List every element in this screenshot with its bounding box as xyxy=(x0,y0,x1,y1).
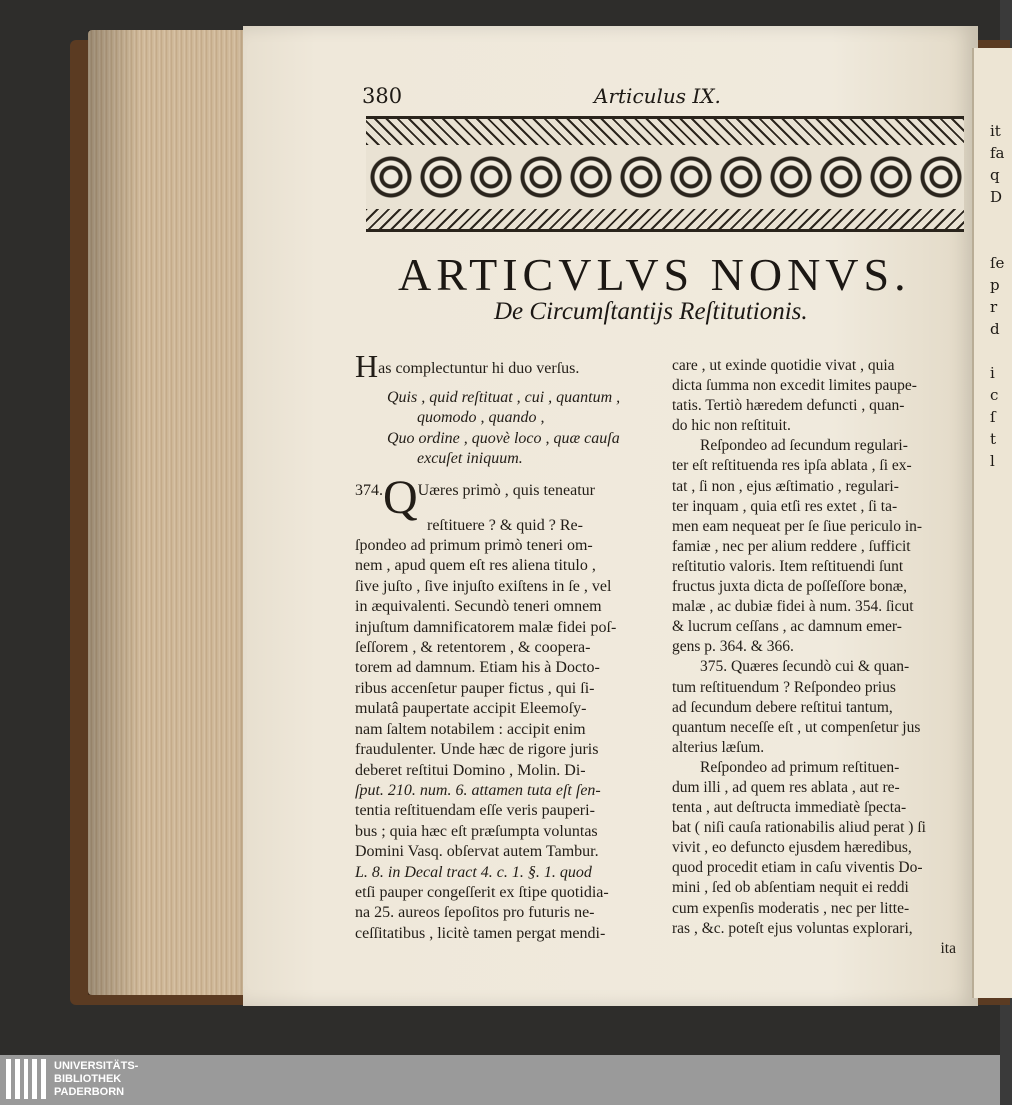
text-line: bus ; quia hæc eſt præſumpta voluntas xyxy=(355,822,598,840)
text-line: Quo ordine , quovè loco , quæ cauſa xyxy=(387,429,620,447)
paragraph-number: 374. xyxy=(355,481,383,499)
text-line: gens p. 364. & 366. xyxy=(672,638,794,656)
text-line: ſive juſto , ſive injuſto exiſtens in ſe , vel xyxy=(355,577,612,595)
right-text-column xyxy=(672,356,960,959)
left-text-column xyxy=(355,348,657,944)
next-page-letter xyxy=(990,208,1012,230)
text-line: ter inquam , quia etſi res extet , ſi ta- xyxy=(672,497,898,515)
text-line: reſtituere ? & quid ? Re- xyxy=(427,516,583,534)
text-line: Reſpondeo ad ſecundum regulari- xyxy=(700,437,908,455)
text-line: as complectuntur hi duo verſus. xyxy=(378,360,580,377)
ornamental-header-band xyxy=(366,116,964,232)
next-page-letter: ſe xyxy=(990,254,1005,272)
text-line: Quis , quid reſtituat , cui , quantum , xyxy=(387,389,621,406)
next-page-fragment xyxy=(972,48,1012,998)
text-line: tat , ſi non , ejus æſtimatio , regulari- xyxy=(672,477,899,495)
drop-cap-q: Q xyxy=(383,470,418,524)
text-line: alterius læſum. xyxy=(672,738,765,756)
text-line: torem ad damnum. Etiam his à Docto- xyxy=(355,659,600,677)
page-edges xyxy=(88,30,263,995)
text-line: men eam nequeat per ſe ſiue periculo in- xyxy=(672,517,923,535)
page-number: 380 xyxy=(362,84,403,108)
text-line: ſeſſorem , & retentorem , & coopera- xyxy=(355,639,591,657)
text-line: quantum neceſſe eſt , ut compenſetur jus xyxy=(672,718,921,736)
text-line: reſtitutio valoris. Item reſtituendi ſunt xyxy=(672,557,904,575)
next-page-letter: fa xyxy=(990,144,1005,162)
text-line: tum reſtituendum ? Reſpondeo prius xyxy=(672,678,896,696)
text-line: ſput. 210. num. 6. attamen tuta eſt ſen- xyxy=(355,781,601,799)
text-line: care , ut exinde quotidie vivat , quia xyxy=(672,357,895,374)
text-line: Domini Vasq. obſervat autem Tambur. xyxy=(355,843,599,861)
library-name xyxy=(54,1060,138,1099)
text-line: dicta ſumma non excedit limites paupe- xyxy=(672,377,917,395)
text-line: do hic non reſtituit. xyxy=(672,417,791,435)
text-line: na 25. aureos ſepoſitos pro futuris ne- xyxy=(355,904,595,922)
text-line: tatis. Tertiò hæredem defuncti , quan- xyxy=(672,397,905,415)
text-line: malæ , ac dubiæ fidei à num. 354. ſicut xyxy=(672,598,914,616)
text-line: L. 8. in Decal tract 4. c. 1. §. 1. quod xyxy=(355,863,592,881)
text-line: nem , apud quem eſt res aliena titulo , xyxy=(355,557,596,575)
text-line: deberet reſtitui Domino , Molin. Di- xyxy=(355,761,586,779)
text-line: Reſpondeo ad primum reſtituen- xyxy=(700,758,900,776)
next-page-letter xyxy=(990,340,1012,362)
text-line: famiæ , nec per alium reddere , ſufficit xyxy=(672,537,911,555)
running-head xyxy=(362,84,962,110)
next-page-letter xyxy=(990,230,1012,252)
text-line: ceſſitatibus , licitè tamen pergat mendi- xyxy=(355,924,606,942)
text-line: tentia reſtituendam eſſe veris pauperi- xyxy=(355,802,595,820)
next-page-letter: q xyxy=(990,166,1000,184)
article-title: ARTICVLVS NONVS. xyxy=(398,249,911,300)
text-line: & lucrum ceſſans , ac damnum emer- xyxy=(672,618,902,636)
text-line: fructus juxta dicta de poſſeſſore bonæ, xyxy=(672,578,908,596)
next-page-letter: d xyxy=(990,320,1000,338)
text-line: cum expenſis moderatis , nec per litte- xyxy=(672,899,910,917)
text-line: ita xyxy=(940,939,956,957)
next-page-letter: i xyxy=(990,364,995,382)
text-line: tenta , aut deſtructa immediatè ſpecta- xyxy=(672,799,907,817)
text-line: excuſet iniquum. xyxy=(417,450,523,468)
next-page-letter: ſ xyxy=(990,408,996,426)
text-line: quod procedit etiam in caſu viventis Do- xyxy=(672,859,923,877)
text-line: mulatâ paupertate accipit Eleemoſy- xyxy=(355,700,587,718)
next-page-letter: it xyxy=(990,122,1001,140)
next-page-letter: p xyxy=(990,276,1000,294)
running-title: Articulus IX. xyxy=(594,84,721,108)
library-name-line: UNIVERSITÄTS- xyxy=(54,1060,139,1072)
text-line: in æquivalenti. Secundò teneri omnem xyxy=(355,598,602,616)
text-line: injuſtum damnificatorem malæ fidei poſ- xyxy=(355,618,617,636)
next-page-letter: c xyxy=(990,386,999,404)
next-page-letter: D xyxy=(990,188,1003,206)
text-line: Uæres primò , quis teneatur xyxy=(417,481,595,499)
text-line: dum illi , ad quem res ablata , aut re- xyxy=(672,778,900,796)
text-line: nam ſaltem notabilem : accipit enim xyxy=(355,720,586,738)
drop-cap-h: H xyxy=(355,348,379,384)
library-logo-icon xyxy=(6,1059,46,1099)
article-subtitle: De Circumſtantijs Reſtitutionis. xyxy=(494,298,808,325)
library-name-line: PADERBORN xyxy=(54,1086,125,1098)
text-line: vivit , eo defuncto ejusdem hæredibus, xyxy=(672,839,912,857)
text-line: bat ( niſi cauſa rationabilis aliud perat ) ſi xyxy=(672,819,926,837)
library-name-line: BIBLIOTHEK xyxy=(54,1073,122,1085)
library-footer xyxy=(0,1055,1000,1105)
text-line: quomodo , quando , xyxy=(417,409,545,427)
next-page-letter: t xyxy=(990,430,997,448)
text-line: etſi pauper congeſſerit ex ſtipe quotidia- xyxy=(355,883,609,901)
text-line: ter eſt reſtituenda res ipſa ablata , ſi ex- xyxy=(672,457,912,475)
text-line: mini , ſed ob abſentiam nequit ei reddi xyxy=(672,879,909,897)
next-page-letter: r xyxy=(990,298,998,316)
text-line: ſpondeo ad primum primò teneri om- xyxy=(355,537,593,555)
text-line: ras , &c. poteſt ejus voluntas explorari, xyxy=(672,919,913,937)
next-page-letter: l xyxy=(990,452,995,470)
text-line: 375. Quæres ſecundò cui & quan- xyxy=(700,658,910,676)
text-line: ad ſecundum debere reſtitui tantum, xyxy=(672,698,893,716)
text-line: ribus accenſetur pauper fictus , qui ſi- xyxy=(355,679,595,697)
text-line: fraudulenter. Unde hæc de rigore juris xyxy=(355,741,599,759)
